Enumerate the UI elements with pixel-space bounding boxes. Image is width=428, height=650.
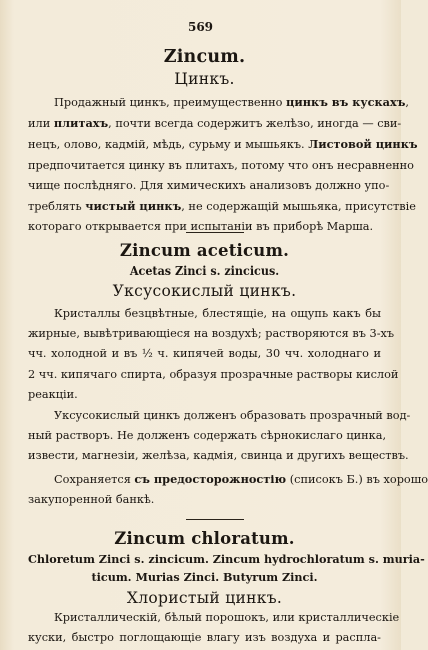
- text-line: ный растворъ. Не долженъ содержать сѣрнокислаго цинка,: [28, 429, 387, 443]
- text-line: чище послѣдняго. Для химическихъ анализовъ должно упо-: [28, 178, 390, 192]
- page-number: 569: [187, 20, 214, 34]
- text-line: куски, быстро поглощающіе влагу изъ воздуха и распла-: [28, 631, 381, 645]
- text-line: жирные, вывѣтривающіеся на воздухѣ; растворяются въ 3-хъ: [28, 327, 395, 341]
- text-line: Уксусокислый цинкъ долженъ образовать прозрачный вод-: [54, 409, 411, 422]
- zincum-aceticum-russian-title: Уксусокислый цинкъ.: [112, 282, 297, 300]
- text-line: извести, магнезіи, желѣза, кадмія, свинца и другихъ веществъ.: [28, 449, 409, 463]
- text-line: котораго открывается при испытаніи въ приборѣ Марша.: [28, 220, 374, 234]
- text-line: чч. холодной и въ ½ ч. кипячей воды, 30 чч. холоднаго и: [28, 347, 381, 361]
- zincum-aceticum-paragraph-2: [28, 406, 411, 467]
- zincum-chloratum-synonyms: [28, 550, 425, 586]
- zincum-title: Zincum.: [163, 47, 246, 67]
- text-line: Chloretum Zinci s. zincicum. Zincum hydrochloratum s. muria-: [28, 552, 425, 566]
- text-line: Кристаллическій, бѣлый порошокъ, или кристаллическіе: [54, 611, 400, 624]
- text-line: треблять чистый цинкъ, не содержащій мышьяка, присутствіе: [28, 199, 416, 214]
- text-line: реакціи.: [28, 387, 78, 401]
- text-line: нецъ, олово, кадмій, мѣдь, сурьму и мышьякъ. Листовой цинкъ: [28, 137, 418, 152]
- zincum-aceticum-paragraph-1: [28, 304, 399, 405]
- zincum-paragraph: [28, 92, 418, 237]
- zincum-aceticum-title: Zincum aceticum.: [119, 241, 290, 260]
- zincum-aceticum-paragraph-3: [28, 469, 428, 510]
- text-line: Кристаллы безцвѣтные, блестящіе, на ощупь какъ бы: [54, 307, 381, 320]
- text-line: или плитахъ, почти всегда содержитъ желѣзо, иногда — сви-: [28, 116, 402, 131]
- section-divider: [186, 519, 244, 520]
- section-divider: [186, 232, 244, 233]
- text-line: ticum. Murias Zinci. Butyrum Zinci.: [91, 570, 318, 584]
- zincum-russian-title: Цинкъ.: [174, 70, 235, 88]
- zincum-chloratum-russian-title: Хлористый цинкъ.: [126, 589, 283, 607]
- zincum-aceticum-synonym: Acetas Zinci s. zincicus.: [129, 263, 280, 278]
- zincum-chloratum-paragraph: [28, 608, 400, 648]
- text-line: 2 чч. кипячаго спирта, образуя прозрачные растворы кислой: [28, 367, 399, 381]
- text-line: закупоренной банкѣ.: [28, 493, 155, 507]
- text-line: Продажный цинкъ, преимущественно цинкъ въ кускахъ,: [54, 95, 409, 109]
- text-line: предпочитается цинку въ плитахъ, потому что онъ несравненно: [28, 158, 414, 172]
- text-line: Сохраняется съ предосторожностію (списокъ Б.) въ хорошо: [54, 472, 428, 486]
- zincum-chloratum-title: Zincum chloratum.: [114, 529, 295, 548]
